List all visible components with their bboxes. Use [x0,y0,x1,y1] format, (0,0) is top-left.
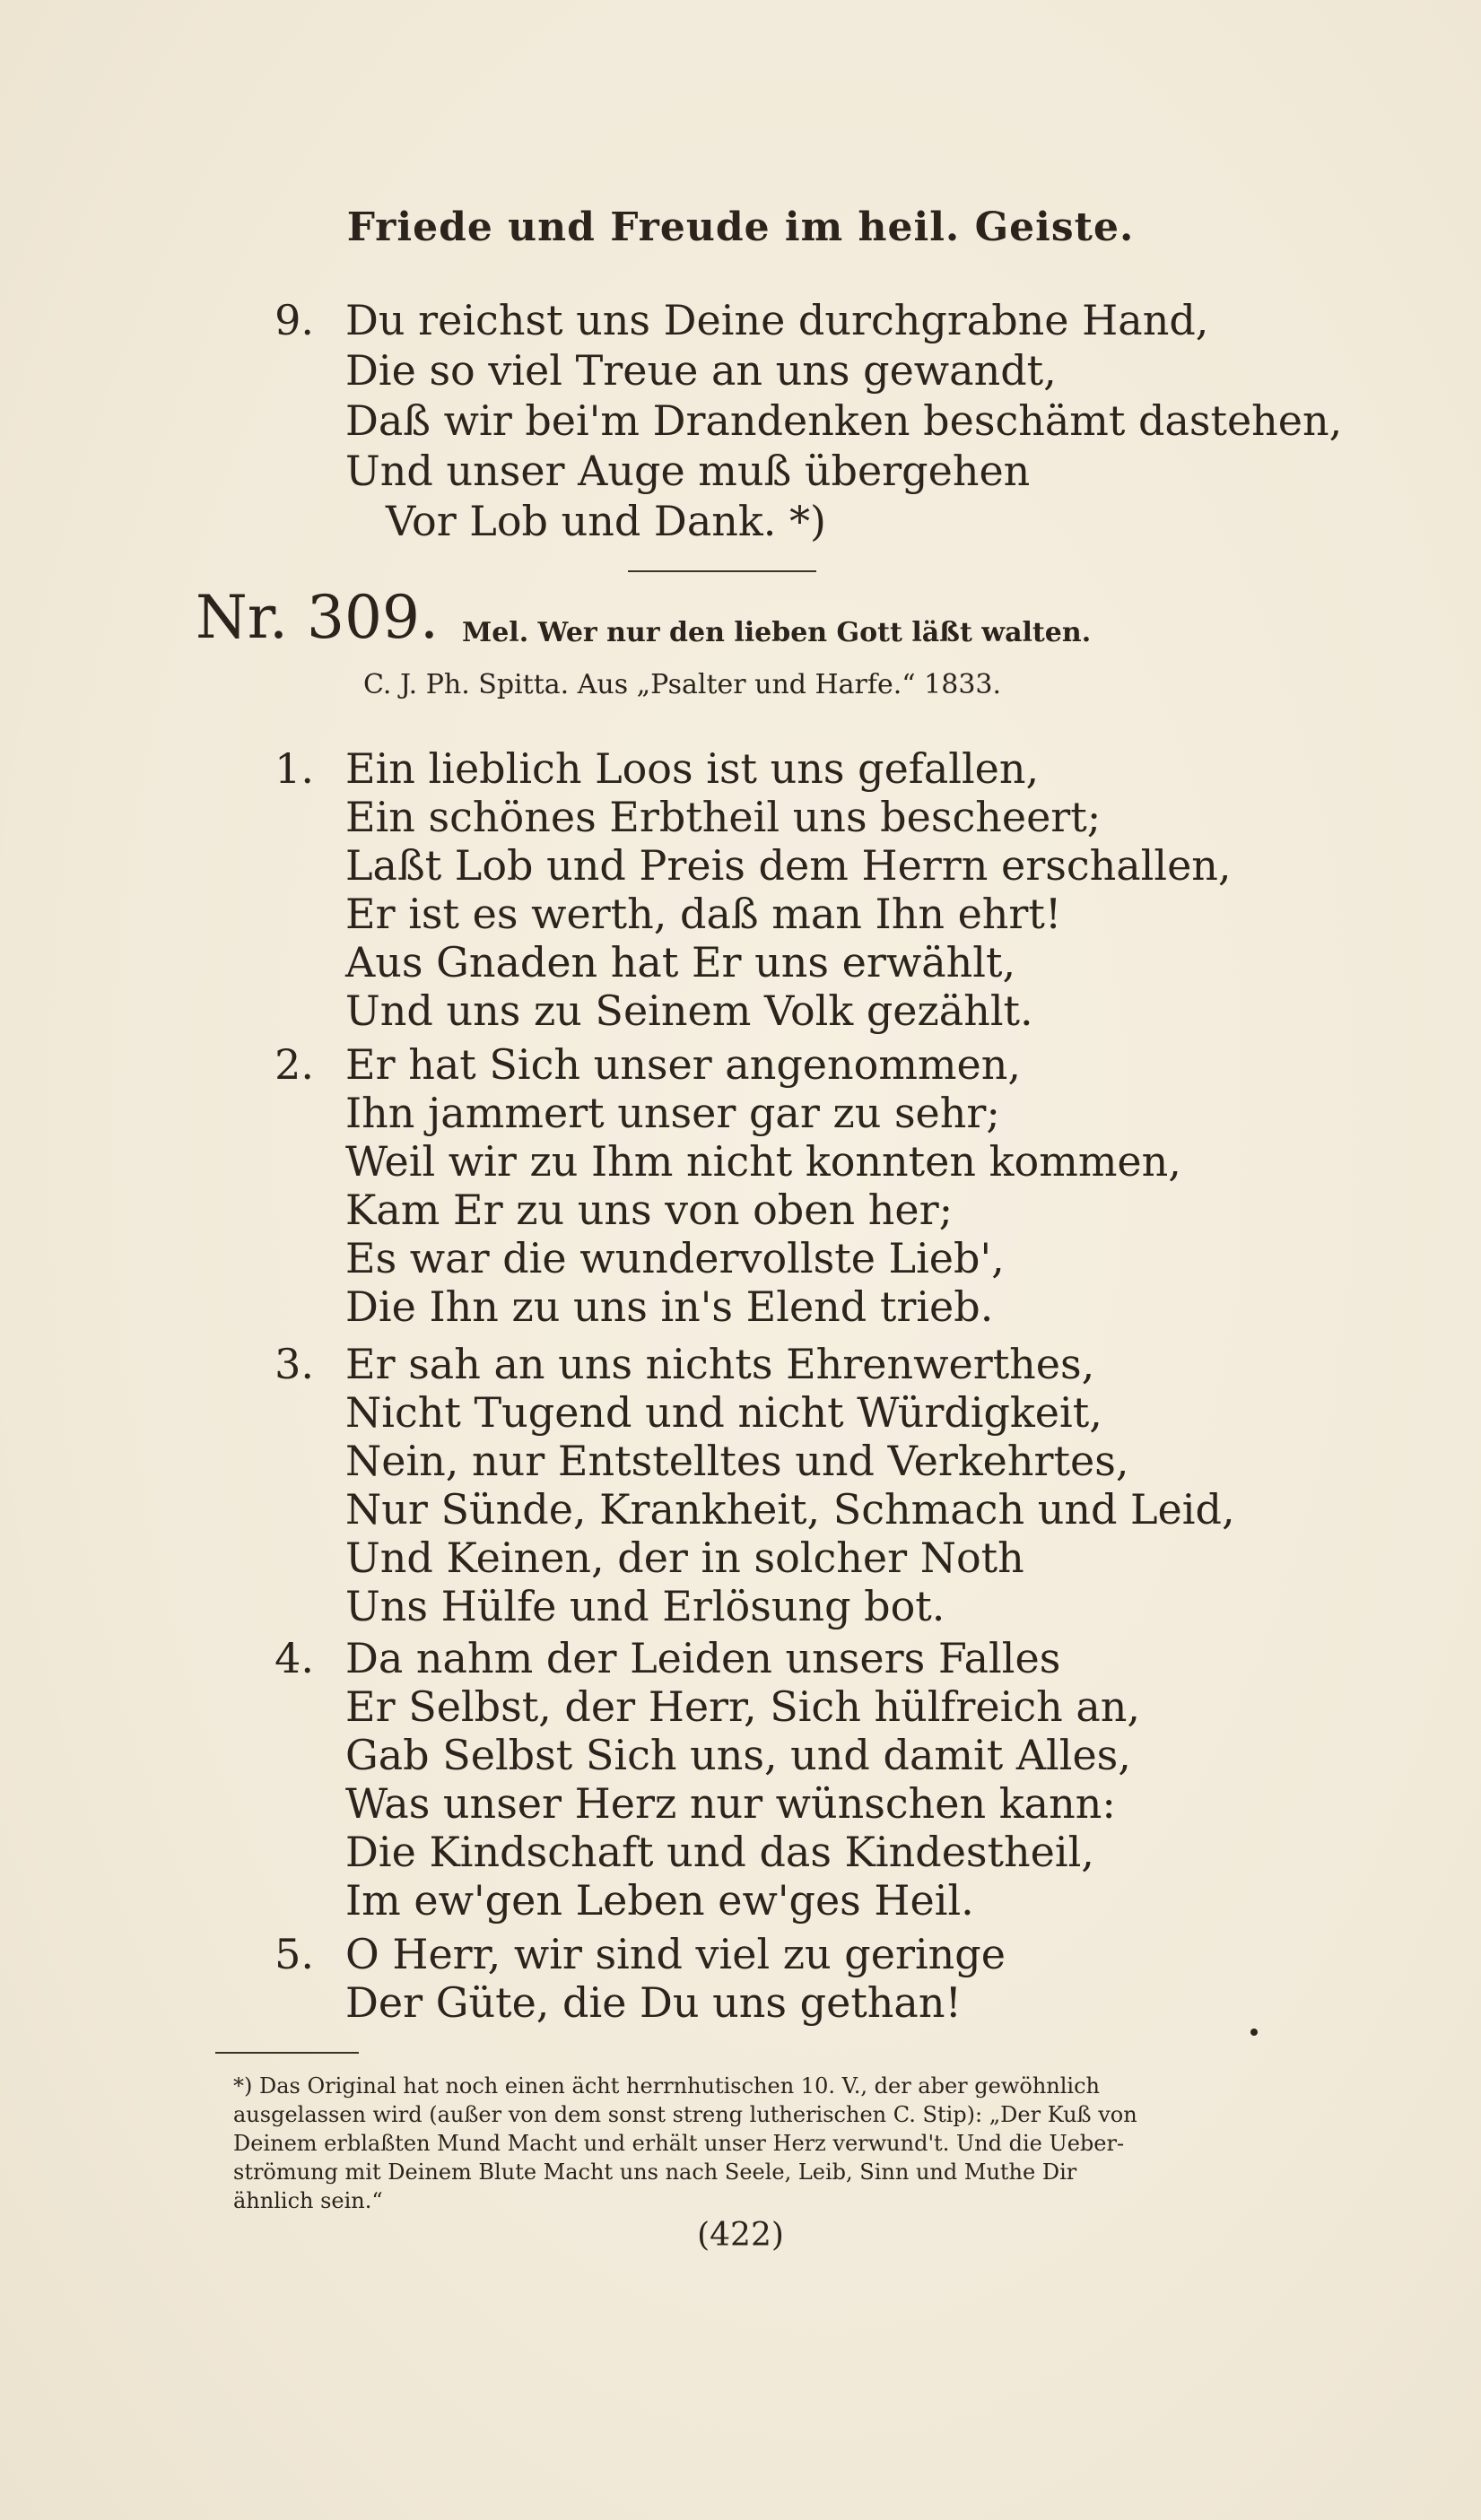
verse-line: Und Keinen, der in solcher Noth [345,1534,1024,1582]
verse-line: Aus Gnaden hat Er uns erwählt, [345,938,1016,986]
verse-line: Was unser Herz nur wünschen kann: [345,1779,1116,1828]
verse-line: Er sah an uns nichts Ehrenwerthes, [345,1340,1095,1388]
verse-line: Der Güte, die Du uns gethan! [345,1978,962,2027]
verse-number: 4. [274,1634,314,1682]
verse-line: Laßt Lob und Preis dem Herrn erschallen, [345,841,1232,890]
verse-number: 9. [274,296,314,344]
verse-line: Die so viel Treue an uns gewandt, [345,346,1057,395]
hymn-divider [628,570,816,572]
verse-line: Ihn jammert unser gar zu sehr; [345,1089,1000,1137]
verse-number: 2. [274,1040,314,1089]
verse-line: Da nahm der Leiden unsers Falles [345,1634,1061,1682]
page-number: (422) [697,2217,784,2254]
footnote-line: *) Das Original hat noch einen ächt herrnhutischen 10. V., der aber gewöhnlich [233,2073,1100,2099]
verse-line: Weil wir zu Ihm nicht konnten kommen, [345,1137,1181,1186]
verse-line: Kam Er zu uns von oben her; [345,1186,954,1234]
verse-line: Im ew'gen Leben ew'ges Heil. [345,1876,974,1925]
verse-line: Die Kindschaft und das Kindestheil, [345,1828,1094,1876]
verse-line: Ein schönes Erbtheil uns bescheert; [345,793,1102,841]
hymn-author: C. J. Ph. Spitta. Aus „Psalter und Harfe.“ 1833. [363,669,1002,700]
verse-line: Vor Lob und Dank. *) [386,497,826,545]
verse-line: Nur Sünde, Krankheit, Schmach und Leid, [345,1485,1235,1534]
footnote [233,2072,1274,2215]
footnote-line: strömung mit Deinem Blute Macht uns nach Seele, Leib, Sinn und Muthe Dir [233,2159,1077,2185]
verse-line: Er Selbst, der Herr, Sich hülfreich an, [345,1682,1141,1731]
verse-number: 3. [274,1340,314,1388]
verse-line: Und uns zu Seinem Volk gezählt. [345,986,1033,1035]
verse-number: 1. [274,744,314,793]
hymn-melody: Mel. Wer nur den lieben Gott läßt walten. [462,617,1092,648]
verse-line: Nein, nur Entstelltes und Verkehrtes, [345,1437,1129,1485]
footnote-line: ähnlich sein.“ [233,2188,383,2213]
verse-line: Du reichst uns Deine durchgrabne Hand, [345,296,1209,344]
verse-line: Er ist es werth, daß man Ihn ehrt! [345,890,1062,938]
verse-line: Es war die wundervollste Lieb', [345,1234,1005,1282]
verse-line: Gab Selbst Sich uns, und damit Alles, [345,1731,1131,1779]
verse-line: Und unser Auge muß übergehen [345,447,1031,495]
footnote-divider [215,2052,359,2054]
footnote-line: ausgelassen wird (außer von dem sonst streng lutherischen C. Stip): „Der Kuß von [233,2102,1137,2127]
verse-line: O Herr, wir sind viel zu geringe [345,1930,1006,1978]
verse-number: 5. [274,1930,314,1978]
printer-mark [1250,2029,1258,2036]
verse-line: Die Ihn zu uns in's Elend trieb. [345,1282,994,1331]
verse-line: Ein lieblich Loos ist uns gefallen, [345,744,1040,793]
verse-line: Er hat Sich unser angenommen, [345,1040,1022,1089]
verse-line: Daß wir bei'm Drandenken beschämt dastehen, [345,396,1343,445]
hymn-number: Nr. 309. [196,583,439,652]
verse-line: Nicht Tugend und nicht Würdigkeit, [345,1388,1102,1437]
verse-line: Uns Hülfe und Erlösung bot. [345,1582,945,1630]
footnote-line: Deinem erblaßten Mund Macht und erhält unser Herz verwund't. Und die Ueber- [233,2131,1125,2156]
running-head: Friede und Freude im heil. Geiste. [346,204,1135,250]
